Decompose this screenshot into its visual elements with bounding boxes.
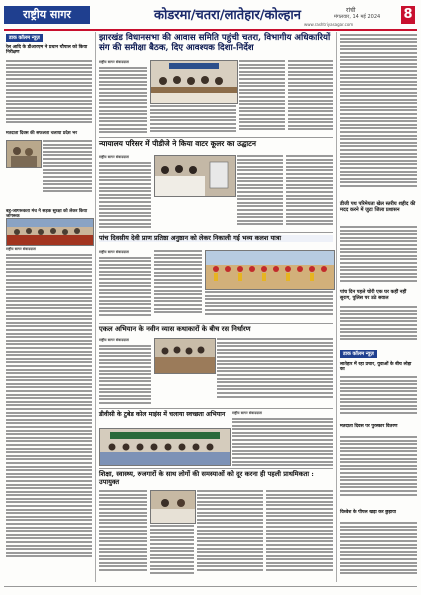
left-article-3-body bbox=[6, 247, 92, 577]
left-photo-2 bbox=[6, 218, 94, 246]
ekal-photo bbox=[154, 338, 216, 374]
edition-date: मंगलवार, 14 मई 2024 bbox=[334, 14, 381, 20]
edition-city: रांची bbox=[346, 7, 356, 14]
dvc-headline: डीवीसी के टुबेड कोल माइंस में चलाया स्वच्छता अभियान bbox=[99, 411, 226, 418]
byline-lead: राष्ट्रीय सागर संवाददाता bbox=[99, 60, 129, 64]
left-headline-3: बहु-जागरूकता मंच ने सड़क सुरक्षा को लेकर किया जागरूक bbox=[6, 209, 88, 220]
kalash-body bbox=[99, 250, 151, 320]
right-bottom-headline-2: मतदाता दिवस पर पुरस्कार वितरण bbox=[340, 424, 398, 429]
edition-title: कोडरमा/चतरा/लातेहार/कोल्हान bbox=[154, 8, 301, 23]
paper-name: राष्ट्रीय सागर bbox=[4, 6, 90, 24]
dvc-body bbox=[232, 411, 333, 466]
education-headline: शिक्षा, स्वास्थ्य, रुजगारों के साथ लोगों की समस्याओं को दूर करना ही पहली प्राथमिकता : उपायुक्त bbox=[99, 470, 314, 486]
column-rule bbox=[95, 32, 96, 582]
lead-body-col3 bbox=[239, 60, 285, 135]
byline-ekal: राष्ट्रीय सागर संवाददाता bbox=[99, 338, 129, 342]
education-body-2 bbox=[150, 525, 194, 582]
footer-rule bbox=[4, 586, 417, 587]
dvc-photo bbox=[99, 428, 231, 466]
kalash-photo bbox=[205, 250, 335, 290]
kalash-body-3 bbox=[205, 291, 333, 321]
kalash-body-2 bbox=[154, 250, 202, 320]
ekal-body-2 bbox=[217, 338, 333, 406]
right-article-1-body bbox=[340, 34, 417, 199]
lead-body-col2 bbox=[150, 105, 236, 135]
byline-kalash: राष्ट्रीय सागर संवाददाता bbox=[99, 250, 129, 254]
right-bottom-body-1 bbox=[340, 376, 417, 421]
column-rule bbox=[336, 32, 337, 582]
right-bottom-body-3 bbox=[340, 522, 417, 582]
court-cooler-photo bbox=[154, 155, 236, 197]
divider bbox=[99, 137, 333, 138]
ekal-headline: एकल अभियान के नवीन व्यास कथाकारों के बीच रस निर्धारण bbox=[99, 325, 251, 333]
court-cooler-body-3 bbox=[286, 155, 333, 230]
divider bbox=[99, 408, 333, 409]
divider bbox=[99, 323, 333, 324]
left-article-1-body bbox=[6, 60, 92, 130]
divider bbox=[99, 468, 333, 469]
ekal-body bbox=[99, 338, 151, 406]
lead-headline: झारखंड विधानसभा की आवास समिति पहुंची चतरा, विभागीय अधिकारियों संग की समीक्षा बैठक, दिए आवश्यक दिशा-निर्देश bbox=[99, 33, 331, 53]
right-headline-1: डीजी पथ परिमेयता खेल स्तरीय शहीद की मदद करने में जुटा जिला प्रशासन bbox=[340, 201, 416, 213]
left-headline-2: मतदाता दिवस की सफलता चलाया प्रदेश भर bbox=[6, 131, 78, 136]
page-number: 8 bbox=[401, 6, 415, 24]
education-body-3 bbox=[197, 490, 263, 582]
left-headline-1: रेल आदि के डीआरएम ने प्रधान चौपाल को किया निरीक्षण bbox=[6, 45, 88, 56]
lead-photo bbox=[150, 60, 238, 104]
right-bottom-body-2 bbox=[340, 436, 417, 506]
divider bbox=[99, 232, 333, 233]
court-cooler-body-2 bbox=[237, 155, 283, 230]
website-link[interactable]: www.rashtriyasagar.com bbox=[304, 22, 354, 27]
right-article-2-body bbox=[340, 226, 417, 286]
lead-body-col4 bbox=[288, 60, 333, 135]
education-photo bbox=[150, 490, 196, 524]
byline-dvc: राष्ट्रीय सागर संवाददाता bbox=[232, 411, 262, 415]
right-bottom-headline-3: विश्वेश के पीपल खड़ा कर छुड़ाया bbox=[340, 510, 396, 515]
education-body-4 bbox=[266, 490, 333, 582]
kalash-headline: पांच दिवसीय देवी प्राण प्रतिष्ठा अनुष्ठान को लेकर निकाली गई भव्य कलश यात्रा bbox=[99, 235, 333, 242]
left-article-2-body bbox=[43, 140, 92, 200]
right-headline-2: पांच दिन पहले चोरी एक घर कहीं नहीं सुराग, पुलिस पर उठे सवाल bbox=[340, 289, 407, 301]
byline-court: राष्ट्रीय सागर संवाददाता bbox=[99, 155, 129, 159]
lead-body-col1 bbox=[99, 60, 147, 135]
right-bottom-headline-1: लातेहार में रहा प्रचार, युवाओं के बीच लोहा का bbox=[340, 362, 412, 373]
court-cooler-headline: न्यायालय परिसर में पीडीजे ने किया वाटर कूलर का उद्घाटन bbox=[99, 139, 256, 148]
left-photo-1 bbox=[6, 140, 42, 168]
masthead bbox=[4, 4, 417, 31]
section-tag-left: डाक कॉलम न्यूज़ bbox=[6, 34, 43, 42]
right-article-3-body bbox=[340, 306, 417, 346]
section-tag-right: डाक कॉलम न्यूज़ bbox=[340, 350, 377, 358]
court-cooler-body bbox=[99, 155, 151, 230]
education-body-1 bbox=[99, 490, 147, 582]
byline-left: राष्ट्रीय सागर संवाददाता bbox=[6, 247, 36, 251]
